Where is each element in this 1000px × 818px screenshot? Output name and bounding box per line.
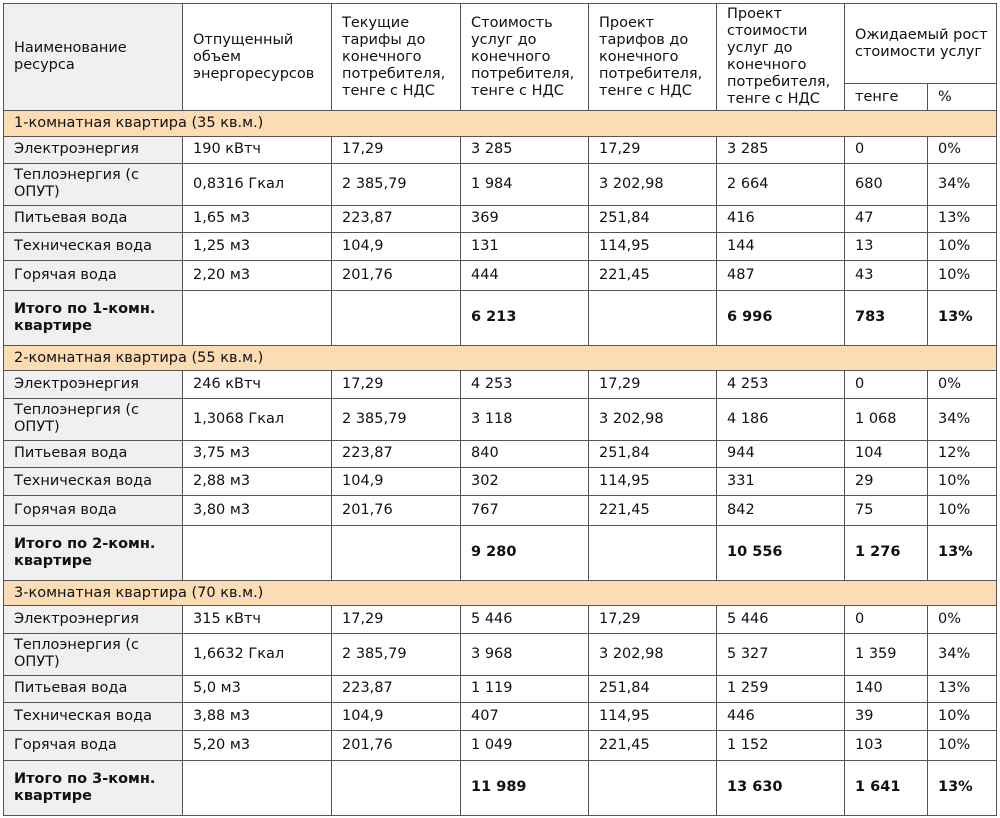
section-header-row (4, 345, 997, 371)
cell-project-tariff: 251,84 (589, 205, 717, 233)
total-name: Итого по 1-комн. квартире (4, 290, 183, 345)
total-volume (183, 760, 332, 815)
table-row (4, 260, 997, 290)
total-project-tariff (589, 290, 717, 345)
total-current-cost: 9 280 (461, 525, 589, 580)
header-current-tariff: Текущие тарифы до конечного потребителя, тенге с НДС (332, 4, 461, 111)
header-volume: Отпущенный объем энергоресурсов (183, 4, 332, 111)
cell-current-tariff: 2 385,79 (332, 634, 461, 675)
cell-current-cost: 3 118 (461, 399, 589, 440)
cell-project-tariff: 3 202,98 (589, 399, 717, 440)
cell-project-tariff: 221,45 (589, 730, 717, 760)
cell-project-cost: 144 (717, 233, 845, 261)
cell-project-tariff: 114,95 (589, 703, 717, 731)
cell-current-tariff: 104,9 (332, 233, 461, 261)
cell-name: Горячая вода (4, 730, 183, 760)
cell-growth-percent: 10% (928, 703, 997, 731)
cell-project-cost: 1 152 (717, 730, 845, 760)
table-row (4, 468, 997, 496)
total-project-tariff (589, 760, 717, 815)
total-name: Итого по 2-комн. квартире (4, 525, 183, 580)
cell-project-tariff: 251,84 (589, 440, 717, 468)
cell-project-cost: 2 664 (717, 164, 845, 205)
cell-project-tariff: 114,95 (589, 233, 717, 261)
cell-growth-percent: 34% (928, 164, 997, 205)
cell-growth-tenge: 0 (845, 606, 928, 634)
cell-current-cost: 767 (461, 495, 589, 525)
section-title: 1-комнатная квартира (35 кв.м.) (4, 111, 997, 137)
cell-name: Техническая вода (4, 233, 183, 261)
cell-volume: 5,0 м3 (183, 675, 332, 703)
cell-growth-tenge: 47 (845, 205, 928, 233)
total-volume (183, 525, 332, 580)
cell-volume: 1,3068 Гкал (183, 399, 332, 440)
cell-current-cost: 369 (461, 205, 589, 233)
total-project-cost: 6 996 (717, 290, 845, 345)
header-growth-tenge: тенге (845, 84, 928, 111)
cell-volume: 3,75 м3 (183, 440, 332, 468)
cell-current-cost: 4 253 (461, 371, 589, 399)
cell-growth-percent: 13% (928, 205, 997, 233)
table-row (4, 606, 997, 634)
cell-volume: 2,20 м3 (183, 260, 332, 290)
cell-growth-tenge: 0 (845, 136, 928, 164)
cell-name: Электроэнергия (4, 606, 183, 634)
cell-current-tariff: 104,9 (332, 703, 461, 731)
cell-current-tariff: 223,87 (332, 205, 461, 233)
cell-volume: 3,88 м3 (183, 703, 332, 731)
total-current-cost: 6 213 (461, 290, 589, 345)
cell-current-cost: 1 049 (461, 730, 589, 760)
section-title: 2-комнатная квартира (55 кв.м.) (4, 345, 997, 371)
cell-growth-percent: 10% (928, 495, 997, 525)
total-growth-tenge: 1 276 (845, 525, 928, 580)
total-row (4, 290, 997, 345)
cell-volume: 246 кВтч (183, 371, 332, 399)
cell-growth-percent: 10% (928, 468, 997, 496)
cell-project-cost: 842 (717, 495, 845, 525)
table-row (4, 634, 997, 675)
cell-current-cost: 1 984 (461, 164, 589, 205)
cell-current-cost: 444 (461, 260, 589, 290)
cell-project-cost: 1 259 (717, 675, 845, 703)
cell-current-cost: 131 (461, 233, 589, 261)
cell-growth-tenge: 43 (845, 260, 928, 290)
cell-name: Электроэнергия (4, 136, 183, 164)
cell-volume: 1,25 м3 (183, 233, 332, 261)
cell-growth-tenge: 75 (845, 495, 928, 525)
cell-growth-percent: 10% (928, 730, 997, 760)
total-project-cost: 10 556 (717, 525, 845, 580)
table-row (4, 205, 997, 233)
total-current-tariff (332, 525, 461, 580)
cell-name: Теплоэнергия (с ОПУТ) (4, 634, 183, 675)
total-current-tariff (332, 290, 461, 345)
cell-name: Питьевая вода (4, 675, 183, 703)
cell-project-cost: 4 253 (717, 371, 845, 399)
cell-current-cost: 3 285 (461, 136, 589, 164)
cell-project-cost: 487 (717, 260, 845, 290)
cell-project-tariff: 221,45 (589, 495, 717, 525)
total-project-tariff (589, 525, 717, 580)
cell-current-tariff: 201,76 (332, 495, 461, 525)
cell-volume: 315 кВтч (183, 606, 332, 634)
cell-name: Питьевая вода (4, 440, 183, 468)
cell-project-cost: 5 446 (717, 606, 845, 634)
cell-growth-tenge: 1 359 (845, 634, 928, 675)
cell-volume: 2,88 м3 (183, 468, 332, 496)
cell-volume: 1,65 м3 (183, 205, 332, 233)
cell-growth-percent: 34% (928, 634, 997, 675)
table-row (4, 703, 997, 731)
cell-project-tariff: 251,84 (589, 675, 717, 703)
cell-volume: 0,8316 Гкал (183, 164, 332, 205)
cell-current-cost: 407 (461, 703, 589, 731)
section-title: 3-комнатная квартира (70 кв.м.) (4, 580, 997, 606)
cell-project-tariff: 3 202,98 (589, 164, 717, 205)
cell-growth-percent: 0% (928, 136, 997, 164)
total-current-cost: 11 989 (461, 760, 589, 815)
cell-current-tariff: 17,29 (332, 606, 461, 634)
table-row (4, 730, 997, 760)
cell-name: Горячая вода (4, 495, 183, 525)
cell-project-tariff: 17,29 (589, 371, 717, 399)
cell-project-cost: 331 (717, 468, 845, 496)
cell-name: Питьевая вода (4, 205, 183, 233)
cell-volume: 5,20 м3 (183, 730, 332, 760)
total-growth-tenge: 783 (845, 290, 928, 345)
cell-growth-tenge: 39 (845, 703, 928, 731)
cell-growth-tenge: 140 (845, 675, 928, 703)
cell-current-cost: 1 119 (461, 675, 589, 703)
table-row (4, 440, 997, 468)
section-header-row (4, 111, 997, 137)
table-row (4, 164, 997, 205)
cell-current-tariff: 17,29 (332, 136, 461, 164)
total-row (4, 760, 997, 815)
cell-growth-tenge: 0 (845, 371, 928, 399)
cell-growth-tenge: 13 (845, 233, 928, 261)
cell-growth-percent: 10% (928, 260, 997, 290)
header-current-cost: Стоимость услуг до конечного потребителя, тенге с НДС (461, 4, 589, 111)
cell-growth-tenge: 29 (845, 468, 928, 496)
cell-volume: 3,80 м3 (183, 495, 332, 525)
cell-growth-percent: 10% (928, 233, 997, 261)
table-row (4, 675, 997, 703)
cell-growth-tenge: 1 068 (845, 399, 928, 440)
cell-current-cost: 5 446 (461, 606, 589, 634)
cell-name: Техническая вода (4, 703, 183, 731)
cell-project-cost: 416 (717, 205, 845, 233)
total-growth-tenge: 1 641 (845, 760, 928, 815)
table-row (4, 495, 997, 525)
total-name: Итого по 3-комн. квартире (4, 760, 183, 815)
cell-volume: 1,6632 Гкал (183, 634, 332, 675)
cell-name: Техническая вода (4, 468, 183, 496)
cell-volume: 190 кВтч (183, 136, 332, 164)
cell-current-cost: 302 (461, 468, 589, 496)
cell-current-tariff: 17,29 (332, 371, 461, 399)
table-row (4, 371, 997, 399)
total-growth-percent: 13% (928, 290, 997, 345)
cell-growth-tenge: 104 (845, 440, 928, 468)
table-row (4, 136, 997, 164)
cell-project-cost: 4 186 (717, 399, 845, 440)
cell-growth-percent: 34% (928, 399, 997, 440)
header-expected-growth: Ожидаемый рост стоимости услуг (845, 4, 997, 84)
header-growth-percent: % (928, 84, 997, 111)
cell-name: Теплоэнергия (с ОПУТ) (4, 399, 183, 440)
cell-current-tariff: 104,9 (332, 468, 461, 496)
cell-project-cost: 944 (717, 440, 845, 468)
table-row (4, 233, 997, 261)
cell-project-tariff: 3 202,98 (589, 634, 717, 675)
total-project-cost: 13 630 (717, 760, 845, 815)
cell-current-tariff: 201,76 (332, 730, 461, 760)
cell-growth-tenge: 103 (845, 730, 928, 760)
cell-current-tariff: 223,87 (332, 440, 461, 468)
cell-growth-tenge: 680 (845, 164, 928, 205)
cell-name: Теплоэнергия (с ОПУТ) (4, 164, 183, 205)
cell-current-tariff: 2 385,79 (332, 399, 461, 440)
total-growth-percent: 13% (928, 525, 997, 580)
cell-growth-percent: 13% (928, 675, 997, 703)
cell-current-cost: 3 968 (461, 634, 589, 675)
table-body (4, 111, 997, 816)
total-current-tariff (332, 760, 461, 815)
cell-project-cost: 3 285 (717, 136, 845, 164)
cell-growth-percent: 0% (928, 371, 997, 399)
cell-current-tariff: 223,87 (332, 675, 461, 703)
section-header-row (4, 580, 997, 606)
cell-project-cost: 446 (717, 703, 845, 731)
header-resource-name: Наименование ресурса (4, 4, 183, 111)
cell-name: Горячая вода (4, 260, 183, 290)
cell-current-tariff: 201,76 (332, 260, 461, 290)
table-row (4, 399, 997, 440)
cell-project-cost: 5 327 (717, 634, 845, 675)
header-project-cost: Проект стоимости услуг до конечного потребителя, тенге с НДС (717, 4, 845, 111)
total-volume (183, 290, 332, 345)
cell-current-tariff: 2 385,79 (332, 164, 461, 205)
total-row (4, 525, 997, 580)
cell-project-tariff: 17,29 (589, 136, 717, 164)
cell-growth-percent: 12% (928, 440, 997, 468)
cell-current-cost: 840 (461, 440, 589, 468)
cell-growth-percent: 0% (928, 606, 997, 634)
cell-project-tariff: 17,29 (589, 606, 717, 634)
cell-project-tariff: 114,95 (589, 468, 717, 496)
header-project-tariff: Проект тарифов до конечного потребителя, тенге с НДС (589, 4, 717, 111)
tariff-comparison-table (3, 3, 997, 816)
total-growth-percent: 13% (928, 760, 997, 815)
cell-name: Электроэнергия (4, 371, 183, 399)
cell-project-tariff: 221,45 (589, 260, 717, 290)
